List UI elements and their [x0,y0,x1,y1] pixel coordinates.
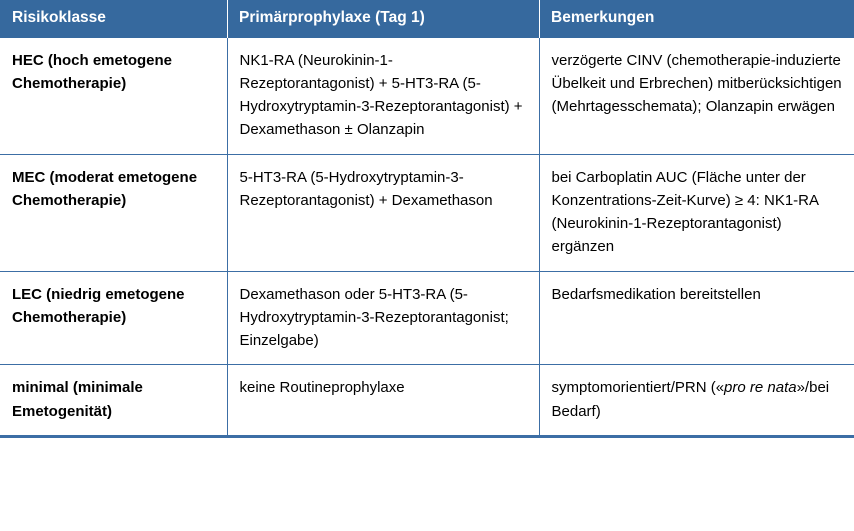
table-bottom-rule [0,435,854,438]
cell-bemerkungen-lec: Bedarfsmedikation bereitstellen [539,271,854,365]
column-header-risikoklasse: Risikoklasse [0,0,227,38]
cell-risikoklasse-lec: LEC (niedrig emetogene Chemotherapie) [0,271,227,365]
cell-bemerkungen-minimal [539,365,854,435]
table-row [0,154,854,271]
table-row [0,271,854,365]
cell-risikoklasse-mec: MEC (moderat emetogene Chemotherapie) [0,154,227,271]
cell-prophylaxe-minimal: keine Routineprophylaxe [227,365,539,435]
table-body [0,38,854,435]
cell-prophylaxe-lec: Dexamethason oder 5-HT3-RA (5-Hydroxytryptamin-3-Rezeptorantagonist; Einzelgabe) [227,271,539,365]
bemerkungen-minimal-italic: pro re nata [724,379,797,397]
column-header-bemerkungen: Bemerkungen [539,0,854,38]
column-header-primaerprophylaxe: Primärprophylaxe (Tag 1) [227,0,539,38]
table-header-row [0,0,854,38]
bemerkungen-minimal-prefix: symptomorientiert/PRN (« [551,379,725,397]
cell-prophylaxe-mec: 5-HT3-RA (5-Hydroxytryptamin-3-Rezeptorantagonist) + Dexamethason [227,154,539,271]
cell-risikoklasse-hec: HEC (hoch emetogene Chemotherapie) [0,38,227,155]
cell-prophylaxe-hec: NK1-RA (Neurokinin-1-Rezeptorantagonist) + 5-HT3-RA (5-Hydroxytryptamin-3-Rezeptorantagonist) + Dexamethason ± Olanzapin [227,38,539,155]
cell-bemerkungen-hec: verzögerte CINV (chemotherapie-induzierte Übelkeit und Erbrechen) mitberücksichtigen (Mehrtagesschemata); Olanzapin erwägen [539,38,854,155]
cell-risikoklasse-minimal: minimal (minimale Emetogenität) [0,365,227,435]
table-header [0,0,854,38]
table-row [0,365,854,435]
cell-bemerkungen-mec: bei Carboplatin AUC (Fläche unter der Konzentrations-Zeit-Kurve) ≥ 4: NK1-RA (Neurokinin-1-Rezeptorantagonist) ergänzen [539,154,854,271]
bemerkungen-minimal-suffix: »/bei Bedarf) [551,379,830,420]
table-row [0,38,854,155]
